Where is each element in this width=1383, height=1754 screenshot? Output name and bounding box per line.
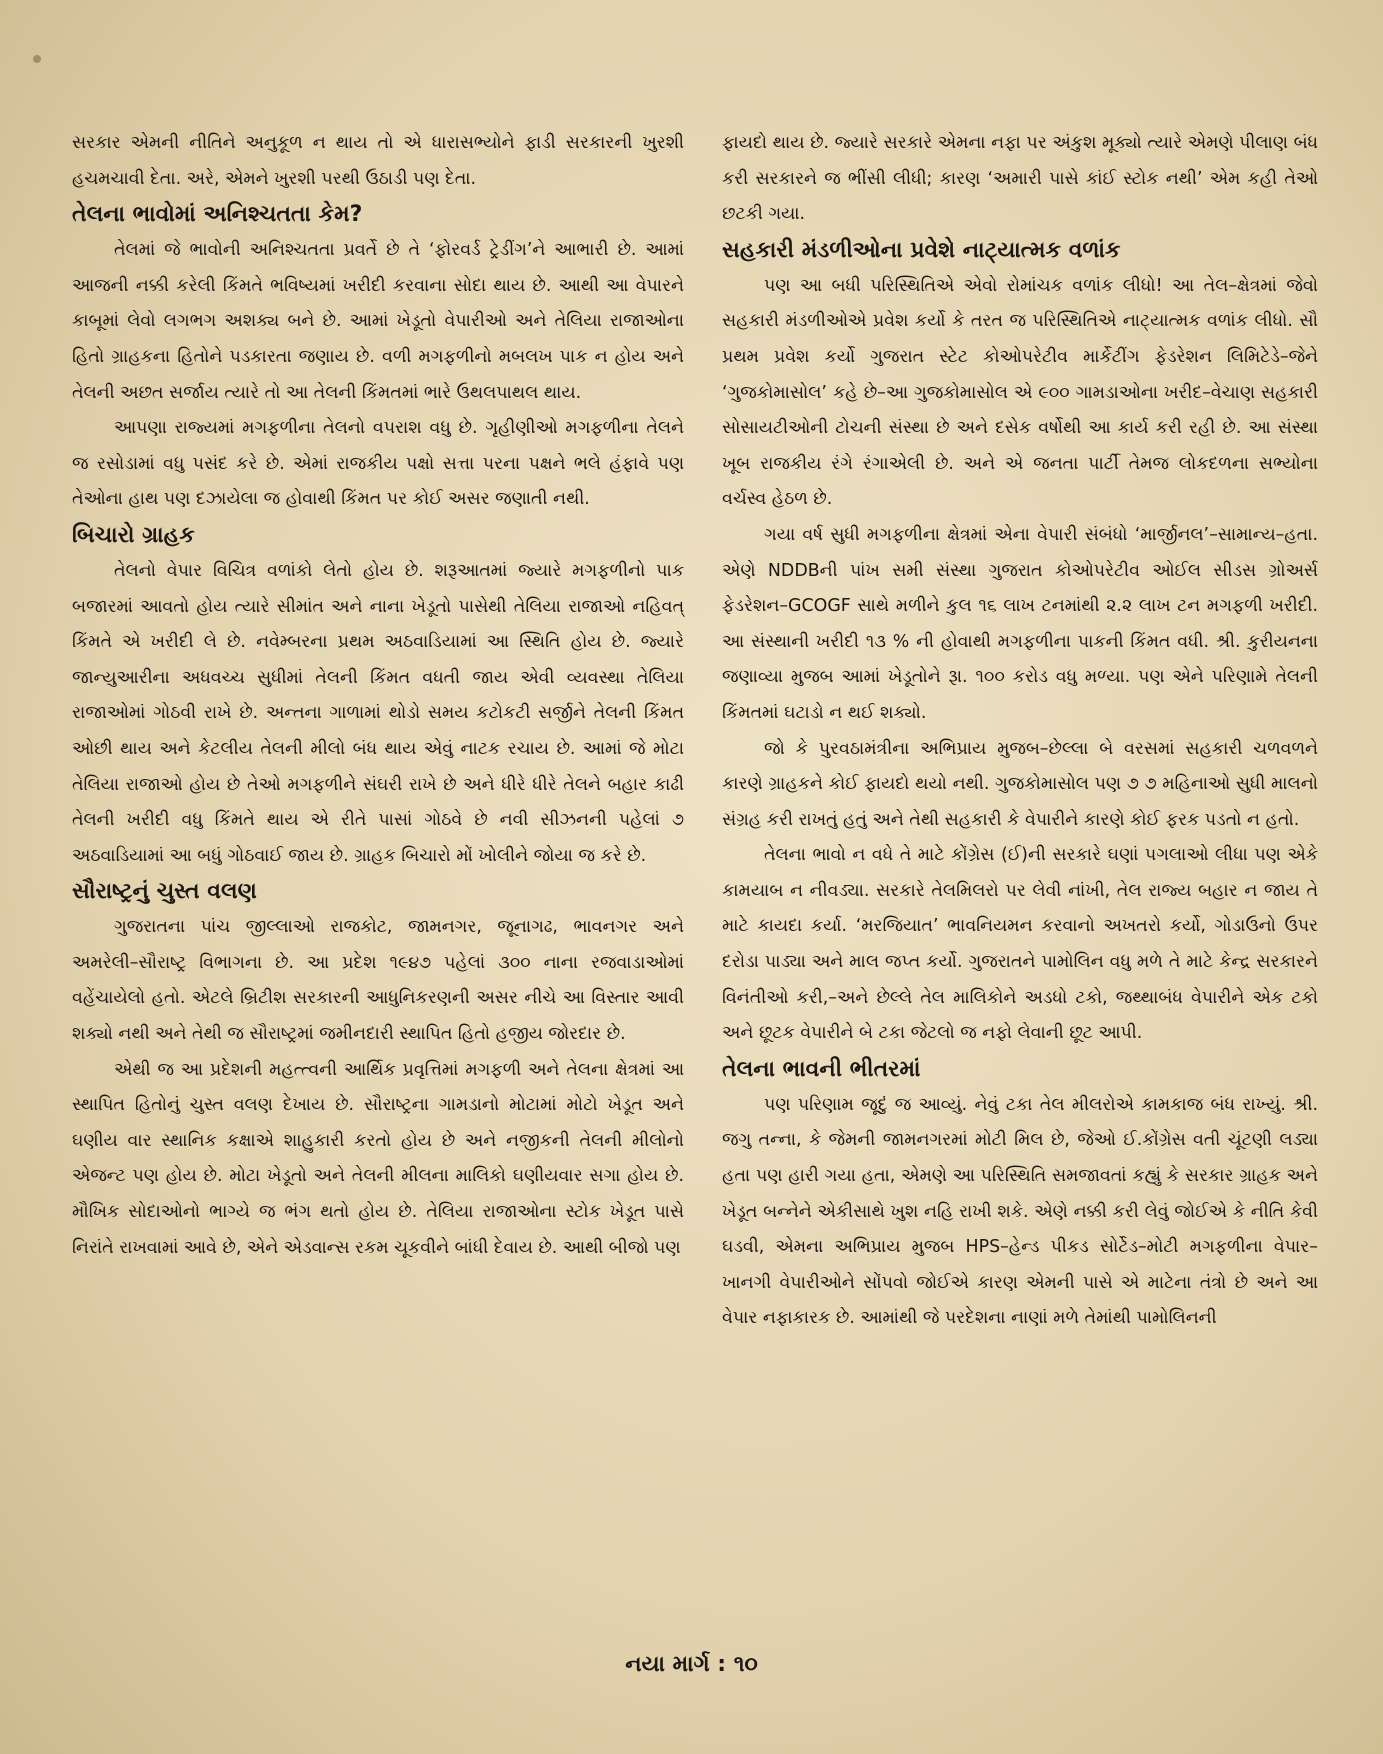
paragraph: પણ પરિણામ જૂદું જ આવ્યું. નેવું ટકા તેલ મીલરોએ કામકાજ બંધ રાખ્યું. શ્રી. જગુ તન્ના, કે જેમની જામનગરમાં મોટી મિલ છે, જેઓ ઈ.કોંગ્રેસ વતી ચૂંટણી લડ્યા હતા પણ હારી ગયા હતા, એમણે આ પરિસ્થિતિ સમજાવતાં કહ્યું કે સરકાર ગ્રાહક અને ખેડૂત બન્નેને એકીસાથે ખુશ નહિ રાખી શકે. એણે નક્કી કરી લેવું જોઈએ કે નીતિ કેવી ઘડવી, એમના અભિપ્રાય મુજબ HPS–હેન્ડ પીકડ સોર્ટેડ–મોટી મગફળીના વેપાર–ખાનગી વેપારીઓને સોંપવો જોઈએ કારણ એમની પાસે એ માટેના તંત્રો છે અને આ વેપાર નફાકારક છે. આમાંથી જે પરદેશના નાણાં મળે તેમાંથી પામોલિનની bbox=[722, 1094, 1318, 1329]
paragraph: જો કે પુરવઠામંત્રીના અભિપ્રાય મુજબ–છેલ્લા બે વરસમાં સહકારી ચળવળને કારણે ગ્રાહકને કોઈ ફાયદો થયો નથી. ગુજકોમાસોલ પણ ૭ ૭ મહિનાઓ સુધી માલનો સંગ્રહ કરી રાખતું હતું અને તેથી સહકારી કે વેપારીને કારણે કોઈ ફરક પડતો ન હતો. bbox=[722, 738, 1318, 830]
paragraph: પણ આ બધી પરિસ્થિતિએ એવો રોમાંચક વળાંક લીધો! આ તેલ–ક્ષેત્રમાં જેવો સહકારી મંડળીઓએ પ્રવેશ કર્યો કે તરત જ પરિસ્થિતિએ નાટ્યાત્મક વળાંક લીધો. સૌ પ્રથમ પ્રવેશ કર્યો ગુજરાત સ્ટેટ કોઓપરેટીવ માર્કેટીંગ ફેડરેશન લિમિટેડે–જેને ‘ગુજકોમાસોલ’ કહે છે–આ ગુજકોમાસોલ એ ૯૦૦ ગામડાઓના ખરીદ–વેચાણ સહકારી સોસાયટીઓની ટોચની સંસ્થા છે અને દસેક વર્ષોથી આ કાર્ય કરી રહી છે. આ સંસ્થા ખૂબ રાજકીય રંગે રંગાએલી છે. અને એ જનતા પાર્ટી તેમજ લોકદળના સભ્યોના વર્ચસ્વ હેઠળ છે. bbox=[722, 275, 1318, 510]
left-column bbox=[72, 126, 684, 1266]
paragraph: સરકાર એમની નીતિને અનુકૂળ ન થાય તો એ ધારાસભ્યોને ફાડી સરકારની ખુરશી હચમચાવી દેતા. અરે, એમને ખુરશી પરથી ઉઠાડી પણ દેતા. bbox=[72, 133, 684, 189]
paragraph: ગુજરાતના પાંચ જીલ્લાઓ રાજકોટ, જામનગર, જૂનાગઢ, ભાવનગર અને અમરેલી–સૌરાષ્ટ્ર વિભાગના છે. આ પ્રદેશ ૧૯૪૭ પહેલાં ૩૦૦ નાના રજવાડાઓમાં વહેંચાયેલો હતો. એટલે બ્રિટીશ સરકારની આધુનિકરણની અસર નીચે આ વિસ્તાર આવી શક્યો નથી અને તેથી જ સૌરાષ્ટ્રમાં જમીનદારી સ્થાપિત હિતો હજીય જોરદાર છે. bbox=[72, 917, 684, 1045]
section-heading: સૌરાષ્ટ્રનું ચુસ્ત વલણ bbox=[72, 879, 257, 905]
section-heading: સહકારી મંડળીઓના પ્રવેશે નાટ્યાત્મક વળાંક bbox=[722, 237, 1121, 263]
section-heading: તેલના ભાવની ભીતરમાં bbox=[722, 1056, 921, 1082]
page-footer: નયા માર્ગ : ૧૦ bbox=[625, 1652, 758, 1677]
paragraph: આપણા રાજ્યમાં મગફળીના તેલનો વપરાશ વધુ છે. ગૃહીણીઓ મગફળીના તેલને જ રસોડામાં વધુ પસંદ કરે છે. એમાં રાજકીય પક્ષો સત્તા પરના પક્ષને ભલે હંફાવે પણ તેઓના હાથ પણ દઝાયેલા જ હોવાથી કિંમત પર કોઈ અસર જણાતી નથી. bbox=[72, 418, 684, 510]
ink-spot bbox=[33, 55, 41, 63]
paragraph: તેલનો વેપાર વિચિત્ર વળાંકો લેતો હોય છે. શરૂઆતમાં જ્યારે મગફળીનો પાક બજારમાં આવતો હોય ત્યારે સીમાંત અને નાના ખેડૂતો પાસેથી તેલિયા રાજાઓ નહિવત્ કિંમતે એ ખરીદી લે છે. નવેમ્બરના પ્રથમ અઠવાડિયામાં આ સ્થિતિ હોય છે. જ્યારે જાન્યુઆરીના અધવચ્ચ સુધીમાં તેલની કિંમત વધતી જાય એવી વ્યવસ્થા તેલિયા રાજાઓમાં ગોઠવી રાખે છે. અન્તના ગાળામાં થોડો સમય કટોકટી સર્જીને તેલની કિંમત ઓછી થાય અને કેટલીય તેલની મીલો બંધ થાય એવું નાટક રચાય છે. આમાં જે મોટા તેલિયા રાજાઓ હોય છે તેઓ મગફળીને સંઘરી રાખે છે અને ધીરે ધીરે તેલને બહાર કાઢી તેલની ખરીદી વધુ કિંમતે થાય એ રીતે પાસાં ગોઠવે છે નવી સીઝનની પહેલાં ૭ અઠવાડિયામાં આ બધું ગોઠવાઈ જાય છે. ગ્રાહક બિચારો મોં ખોલીને જોયા જ કરે છે. bbox=[72, 560, 684, 866]
paragraph: ફાયદો થાય છે. જ્યારે સરકારે એમના નફા પર અંકુશ મૂક્યો ત્યારે એમણે પીલાણ બંધ કરી સરકારને જ ભીંસી લીધી; કારણ ‘અમારી પાસે કાંઈ સ્ટોક નથી’ એમ કહી તેઓ છટકી ગયા. bbox=[722, 133, 1318, 225]
section-heading: તેલના ભાવોમાં અનિશ્ચતતા કેમ? bbox=[72, 202, 363, 228]
right-column bbox=[722, 126, 1318, 1337]
paragraph: એથી જ આ પ્રદેશની મહત્ત્વની આર્થિક પ્રવૃત્તિમાં મગફળી અને તેલના ક્ષેત્રમાં આ સ્થાપિત હિતોનું ચુસ્ત વલણ દેખાય છે. સૌરાષ્ટ્રના ગામડાનો મોટામાં મોટો ખેડૂત અને ઘણીય વાર સ્થાનિક કક્ષાએ શાહુકારી કરતો હોય છે અને નજીકની તેલની મીલોનો એજન્ટ પણ હોય છે. મોટા ખેડૂતો અને તેલની મીલના માલિકો ઘણીયવાર સગા હોય છે. મૌખિક સોદાઓનો ભાગ્યે જ ભંગ થતો હોય છે. તેલિયા રાજાઓના સ્ટોક ખેડૂત પાસે નિરાંતે રાખવામાં આવે છે, એને એડવાન્સ રકમ ચૂકવીને બાંધી દેવાય છે. આથી બીજો પણ bbox=[72, 1059, 684, 1258]
paragraph: તેલના ભાવો ન વધે તે માટે કોંગ્રેસ (ઈ)ની સરકારે ઘણાં પગલાઓ લીધા પણ એકે કામયાબ ન નીવડ્યા. સરકારે તેલમિલરો પર લેવી નાંખી, તેલ રાજ્ય બહાર ન જાય તે માટે કાયદા કર્યા. ‘મરજિયાત’ ભાવનિયમન કરવાનો અખતરો કર્યો, ગોડાઉનો ઉપર દરોડા પાડ્યા અને માલ જપ્ત કર્યો. ગુજરાતને પામોલિન વધુ મળે તે માટે કેન્દ્ર સરકારને વિનંતીઓ કરી,–અને છેલ્લે તેલ માલિકોને અડધો ટકો, જથ્થાબંધ વેપારીને એક ટકો અને છૂટક વેપારીને બે ટકા જેટલો જ નફો લેવાની છૂટ આપી. bbox=[722, 845, 1318, 1044]
paragraph: તેલમાં જે ભાવોની અનિશ્ચતતા પ્રવર્તે છે તે ‘ફોરવર્ડ ટ્રેડીંગ’ને આભારી છે. આમાં આજની નક્કી કરેલી કિંમતે ભવિષ્યમાં ખરીદી કરવાના સોદા થાય છે. આથી આ વેપારને કાબૂમાં લેવો લગભગ અશક્ય બને છે. આમાં ખેડૂતો વેપારીઓ અને તેલિયા રાજાઓના હિતો ગ્રાહકના હિતોને પડકારતા જણાય છે. વળી મગફળીનો મબલખ પાક ન હોય અને તેલની અછત સર્જાય ત્યારે તો આ તેલની કિંમતમાં ભારે ઉથલપાથલ થાય. bbox=[72, 240, 684, 403]
section-heading: બિચારો ગ્રાહક bbox=[72, 522, 195, 548]
paragraph: ગયા વર્ષ સુધી મગફળીના ક્ષેત્રમાં એના વેપારી સંબંધો ‘માર્જીનલ’–સામાન્ય–હતા. એણે NDDBની પાંખ સમી સંસ્થા ગુજરાત કોઓપરેટીવ ઓઈલ સીડસ ગ્રોઅર્સ ફેડરેશન–GCOGF સાથે મળીને કુલ ૧૬ લાખ ટનમાંથી ૨.૨ લાખ ટન મગફળી ખરીદી. આ સંસ્થાની ખરીદી ૧૩ % ની હોવાથી મગફળીના પાકની કિંમત વધી. શ્રી. કુરીયનના જણાવ્યા મુજબ આમાં ખેડૂતોને રૂા. ૧૦૦ કરોડ વધુ મળ્યા. પણ એને પરિણામે તેલની કિંમતમાં ઘટાડો ન થઈ શક્યો. bbox=[722, 524, 1318, 723]
